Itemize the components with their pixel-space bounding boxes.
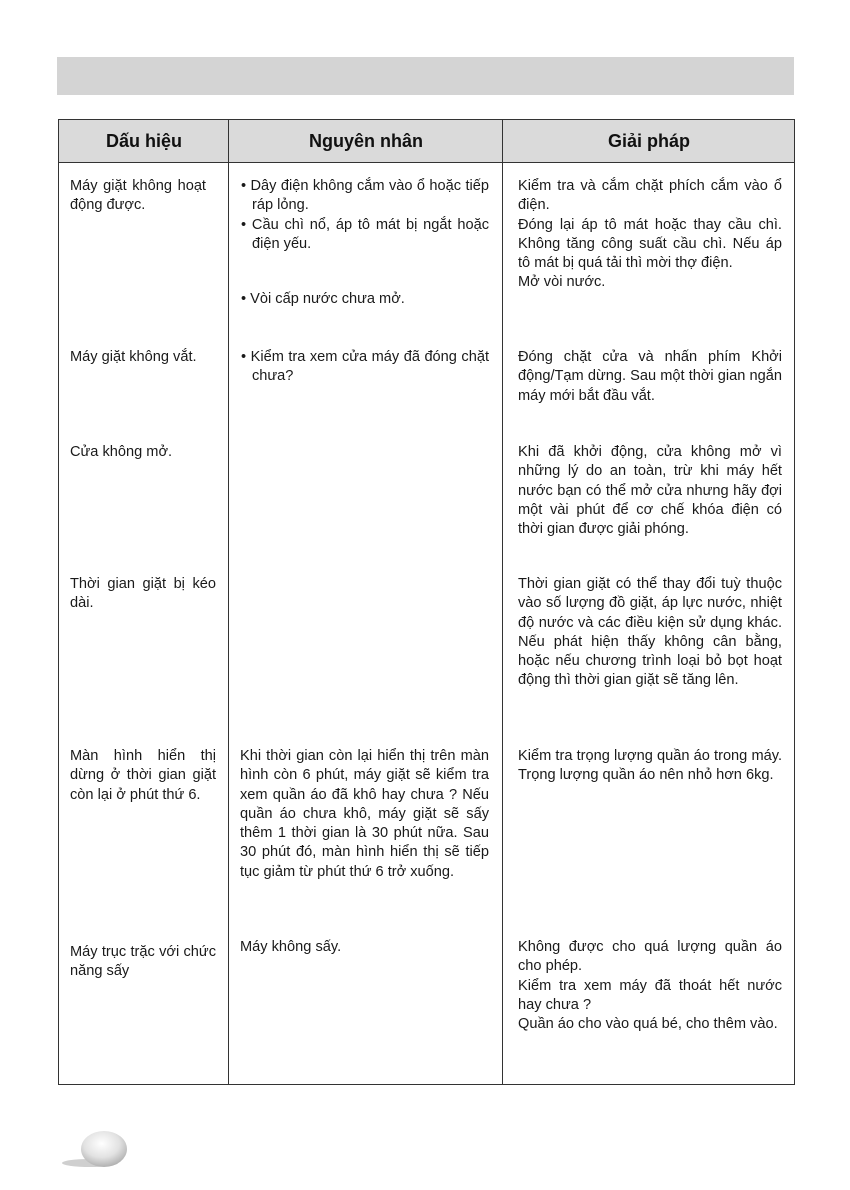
row-6-solutions: [518, 938, 782, 1034]
troubleshooting-table: [58, 119, 795, 1085]
row-6-cause: Máy không sấy.: [240, 939, 342, 955]
row-1-sign: Máy giặt không hoạt động được.: [70, 178, 206, 214]
column-divider: [228, 120, 229, 1084]
row-2-sign: Máy giặt không vắt.: [70, 349, 197, 365]
row-5-sign: Màn hình hiển thị dừng ở thời gian giặt còn lại ở phút thứ 6.: [70, 748, 216, 803]
header-solutions: Giải pháp: [607, 131, 690, 151]
row-6-solution: Không được cho quá lượng quần áo cho phép.: [518, 939, 782, 975]
row-2-solution: Đóng chặt cửa và nhấn phím Khởi động/Tạm dừng. Sau một thời gian ngắn máy mới bắt đầu vắt.: [518, 349, 782, 404]
row-1-cause: • Vòi cấp nước chưa mở.: [241, 291, 405, 308]
row-1-solution: Kiểm tra và cắm chặt phích cắm vào ổ điện.: [518, 178, 782, 214]
row-5-solution: Kiểm tra trọng lượng quần áo trong máy. Trọng lượng quần áo nên nhỏ hơn 6kg.: [518, 748, 782, 784]
row-1-cause: • Cầu chì nổ, áp tô mát bị ngắt hoặc điện yếu.: [241, 216, 489, 252]
row-3-solution: Khi đã khởi động, cửa không mở vì những lý do an toàn, trừ khi máy hết nước bạn có thể mở cửa nhưng hãy đợi một vài phút để cơ chế khóa điện có thời gian được giải phóng.: [518, 444, 782, 538]
row-5-cause: Khi thời gian còn lại hiển thị trên màn hình còn 6 phút, máy giặt sẽ kiểm tra xem quần áo đã khô hay chưa ? Nếu quần áo chưa khô, máy giặt sẽ sấy thêm 1 thời gian là 30 phút nữa. Sau 30 phút đó, màn hình hiển thị sẽ tiếp tục giảm từ phút thứ 6 trở xuống.: [240, 748, 489, 880]
row-1-solutions: [518, 177, 782, 293]
column-divider: [502, 120, 503, 1084]
row-5-solutions: [518, 747, 782, 786]
row-3-sign: Cửa không mở.: [70, 444, 173, 460]
row-1-solution: Mở vòi nước.: [518, 274, 606, 291]
row-1-causes: [240, 177, 489, 309]
row-5-causes: [240, 747, 489, 882]
row-4-sign: Thời gian giặt bị kéo dài.: [70, 576, 216, 612]
row-4-solution: Thời gian giặt có thể thay đổi tuỳ thuộc vào số lượng đồ giặt, áp lực nước, nhiệt độ nước và các điều kiện sử dụng khác. Nếu phát hiện thấy không cân bằng, hoặc nếu chương trình loại bỏ bọt hoạt động thì thời gian giặt sẽ tăng lên.: [518, 576, 782, 689]
row-6-sign: Máy trục trặc với chức năng sấy: [70, 944, 216, 980]
row-3-solutions: [518, 443, 782, 539]
row-4-solutions: [518, 575, 782, 691]
header-causes: Nguyên nhân: [308, 131, 423, 151]
row-2-causes: [240, 348, 489, 387]
row-2-solutions: [518, 348, 782, 406]
row-6-solution: Quần áo cho vào quá bé, cho thêm vào.: [518, 1016, 778, 1033]
row-1-solution: Đóng lại áp tô mát hoặc thay cầu chì. Không tăng công suất cầu chì. Nếu áp tô mát bị quá tải thì mời thợ điện.: [518, 216, 782, 272]
row-2-cause: • Kiểm tra xem cửa máy đã đóng chặt chưa?: [241, 349, 489, 385]
top-gray-band: [57, 57, 794, 95]
header-signs: Dấu hiệu: [105, 131, 182, 151]
row-1-cause: • Dây điện không cắm vào ổ hoặc tiếp ráp lỏng.: [241, 178, 489, 214]
page-tab-graphic: [62, 1130, 128, 1168]
row-6-solution: Kiểm tra xem máy đã thoát hết nước hay chưa ?: [518, 977, 782, 1013]
row-6-causes: [240, 938, 489, 957]
table-header-row: [59, 120, 794, 163]
